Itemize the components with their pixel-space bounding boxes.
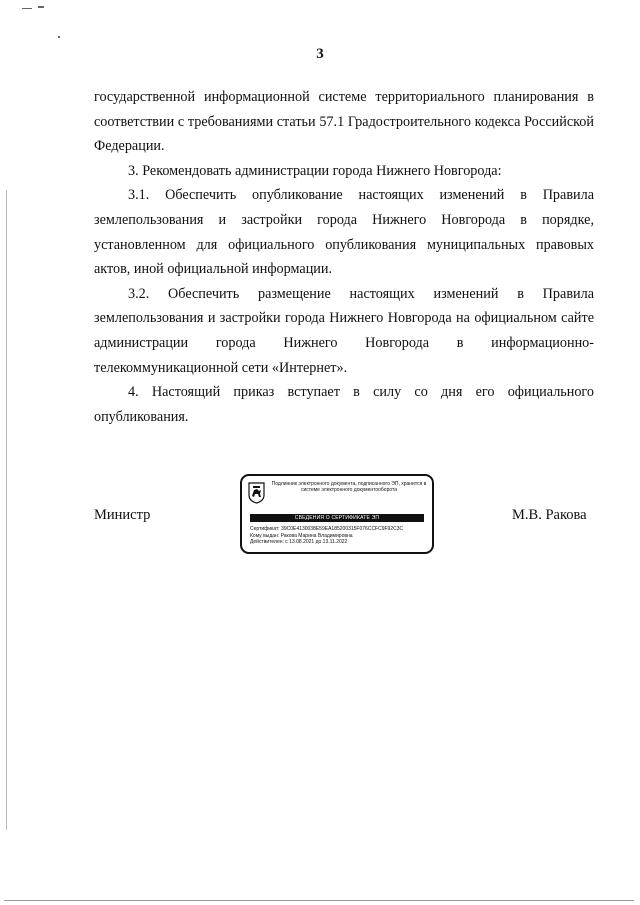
paragraph-item-3-1: 3.1. Обеспечить опубликование настоящих изменений в Правила землепользования и застройки города Нижнего Новгорода в порядке, установленном для официального опубликования муниципальных правовых актов, иной официальной информации. [94, 187, 594, 278]
electronic-signature-stamp [240, 474, 434, 554]
stamp-issued-to: Кому выдан: Ракова Марина Владимировна [250, 532, 353, 539]
stamp-certificate-number: Сертификат: 39C0E4130038E59EA185200315F076CCFC9F92C3C [250, 526, 404, 532]
paragraph-item-3: 3. Рекомендовать администрации города Нижнего Новгорода: [128, 162, 502, 179]
scan-mark [4, 900, 634, 901]
scan-mark [38, 6, 44, 8]
page-number: 3 [316, 46, 324, 62]
stamp-header: Подлинник электронного документа, подписанного ЭП, хранится в системе электронного документооборота [271, 481, 427, 494]
scan-mark [6, 190, 7, 830]
stamp-certificate-details [250, 526, 428, 546]
paragraph-continuation: государственной информационной системе территориального планирования в соответствии с требованиями статьи 57.1 Градостроительного кодекса Российской Федерации. [94, 89, 594, 155]
signer-position: Министр [94, 507, 151, 523]
stamp-certificate-bar: СВЕДЕНИЯ О СЕРТИФИКАТЕ ЭП [250, 514, 424, 522]
paragraph-item-4: 4. Настоящий приказ вступает в силу со дня его официального опубликования. [94, 384, 594, 425]
document-body [94, 85, 594, 429]
coat-of-arms-icon [248, 482, 265, 504]
stamp-validity: Действителен: с 13.08.2021 до 13.11.2022 [250, 539, 348, 546]
scan-mark [58, 36, 60, 38]
signer-name: М.В. Ракова [512, 507, 587, 523]
scan-mark [22, 8, 32, 9]
paragraph-item-3-2: 3.2. Обеспечить размещение настоящих изменений в Правила землепользования и застройки города Нижнего Новгорода на официальном сайте администрации города Нижнего Новгорода в информационно-телекоммуникационной сети «Интернет». [94, 285, 594, 376]
